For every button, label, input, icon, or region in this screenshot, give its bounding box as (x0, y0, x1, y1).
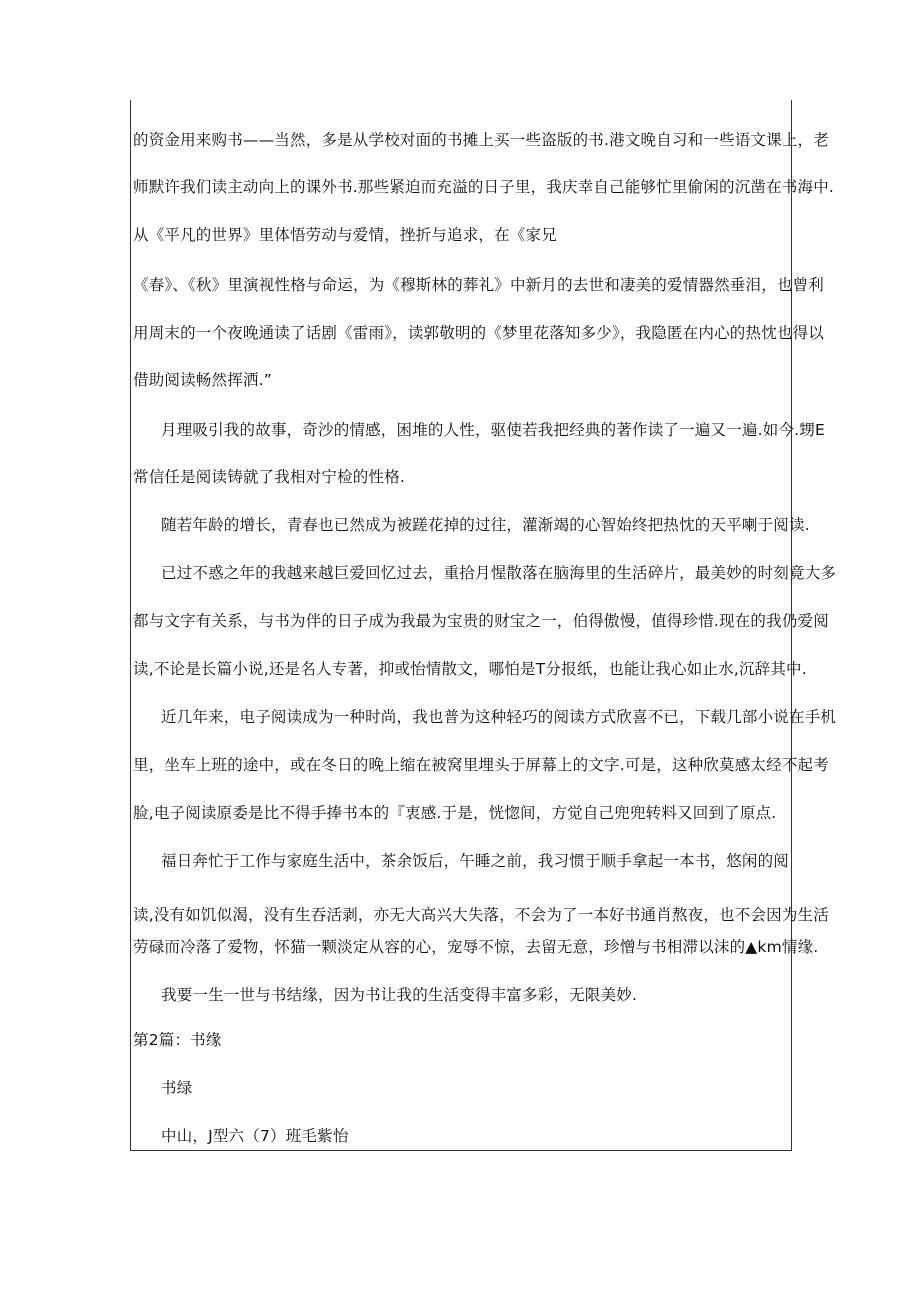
paragraph-line: 借助阅读畅然挥洒.” (133, 371, 272, 389)
paragraph-line: 读,不论是长篇小说,还是名人专著，抑或怡情散文，哪怕是T分报纸，也能让我心如止水,沉辞其中. (133, 660, 807, 678)
paragraph-line: 常信任是阅读铸就了我相对宁检的性格. (133, 468, 406, 486)
paragraph-line: 福日奔忙于工作与家庭生活中，茶余饭后，午睡之前，我习惯于顺手拿起一本书，悠闲的阅 (161, 852, 790, 870)
paragraph-line: 师默许我们读主动向上的课外书.那些紧迫而充溢的日子里，我庆幸自己能够忙里偷闲的沉凿在书海中. (133, 178, 835, 196)
paragraph-line: 脸,电子阅读原委是比不得手捧书本的『衷感.于是，恍惚间，方觉自己兜兜转料又回到了原点. (133, 804, 777, 822)
paragraph-line: 已过不惑之年的我越来越巨爱回忆过去，重拾月惺散落在脑海里的生活碎片，最美妙的时刻竟大多 (161, 564, 837, 582)
paragraph-line: 的资金用来购书——当然，多是从学校对面的书摊上买一些盗版的书.港文晚自习和一些语文课上，老 (133, 131, 829, 149)
article-title: 书绿 (161, 1079, 193, 1097)
paragraph-line: 读,没有如饥似渴，没有生吞活剥，亦无大高兴大失落，不会为了一本好书通肖熬夜，也不会因为生活 (133, 906, 829, 924)
paragraph-line: 从《平凡的世界》里体悟劳动与爱情，挫折与追求，在《家兄 (133, 226, 557, 244)
paragraph-line: 我要一生一世与书结缘，因为书让我的生活变得丰富多彩，无限美妙. (161, 986, 638, 1004)
paragraph-line: 里，坐车上班的途中，或在冬日的晚上缩在被窝里埋头于屏幕上的文字.可是，这种欣莫感太经不起考 (133, 756, 829, 774)
paragraph-line: 近几年来，电子阅读成为一种时尚，我也普为这种轻巧的阅读方式欣喜不已，下载几部小说在手机 (161, 708, 837, 726)
paragraph-line: 随若年龄的增长，青春也已然成为被蹉花掉的过往，灌渐竭的心智始终把热忱的天平喇于阅读. (161, 516, 810, 534)
author-line: 中山，J型六（7）班毛紫怡 (161, 1127, 349, 1145)
paragraph-line: 《春》、《秋》里演视性格与命运，为《穆斯林的葬礼》中新月的去世和凄美的爱情器然垂泪，也曾利 (133, 276, 825, 294)
paragraph-line: 劳碌而冷落了爱物，怀猫一颗淡定从容的心，宠辱不惊，去留无意，珍憎与书相滞以沫的▲km情缘. (133, 938, 819, 956)
section-heading: 第2篇：书缘 (133, 1031, 222, 1049)
paragraph-line: 都与文字有关系，与书为伴的日子成为我最为宝贵的财宝之一，伯得傲慢，值得珍惜.现在的我仍爱阅 (133, 612, 829, 630)
paragraph-line: 用周末的一个夜晚通读了话剧《雷雨》，读郭敬明的《梦里花落知多少》，我隐匿在内心的热忱也得以 (133, 324, 825, 342)
paragraph-line: 月理吸引我的故事，奇沙的情感，困堆的人性，驱使若我把经典的著作读了一遍又一遍.如今.甥E (161, 421, 825, 439)
